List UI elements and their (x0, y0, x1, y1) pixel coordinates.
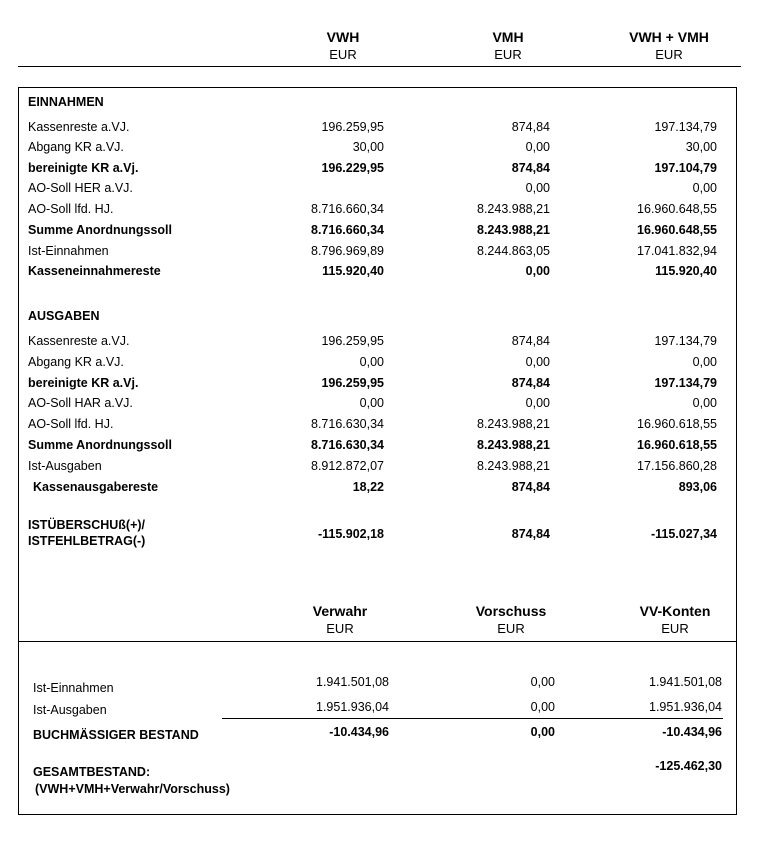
vorschuss-value: 0,00 (530, 700, 555, 714)
row-label: Kasseneinnahmereste (28, 264, 161, 278)
vwh-value: 115.920,40 (322, 264, 384, 278)
vmh-value: 0,00 (525, 396, 550, 410)
header-vorschuss-currency: EUR (497, 621, 525, 636)
row-label: AO-Soll HAR a.VJ. (28, 396, 133, 410)
sum-value: 893,06 (678, 480, 717, 494)
header-sum-currency: EUR (655, 47, 683, 62)
sum-value: 0,00 (692, 355, 717, 369)
header-vv-konten-title: VV-Konten (639, 603, 711, 619)
sum-value: 30,00 (685, 140, 717, 154)
row-label: Ist-Ausgaben (33, 703, 107, 717)
vv-value: -10.434,96 (662, 725, 722, 739)
verwahr-value: 1.951.936,04 (316, 700, 389, 714)
verwahr-value: 1.941.501,08 (316, 675, 389, 689)
sum-value: 197.134,79 (654, 120, 717, 134)
row-label: Kassenreste a.VJ. (28, 120, 130, 134)
vwh-value: 196.259,95 (321, 376, 384, 390)
vv-value: 1.941.501,08 (649, 675, 722, 689)
vmh-value: 8.243.988,21 (477, 223, 550, 237)
einnahmen-heading: EINNAHMEN (28, 95, 104, 109)
header-verwahr-title: Verwahr (312, 603, 368, 619)
buchmaessig-label: BUCHMÄSSIGER BESTAND (33, 728, 199, 742)
header-vv-konten-currency: EUR (661, 621, 689, 636)
gesamtbestand-label-2: (VWH+VMH+Verwahr/Vorschuss) (35, 782, 230, 796)
sum-value: 0,00 (692, 181, 717, 195)
vmh-value: 8.243.988,21 (477, 438, 550, 452)
vwh-value: 0,00 (359, 396, 384, 410)
sum-value: 0,00 (692, 396, 717, 410)
vmh-value: 874,84 (511, 480, 550, 494)
vwh-value: 196.259,95 (321, 334, 384, 348)
sum-value: 197.104,79 (654, 161, 717, 175)
row-label: Ist-Einnahmen (28, 244, 109, 258)
ausgaben-heading: AUSGABEN (28, 309, 100, 323)
vwh-value: 8.912.872,07 (311, 459, 384, 473)
vmh-value: 874,84 (511, 527, 550, 541)
row-label: Summe Anordnungssoll (28, 223, 172, 237)
vmh-value: 8.244.863,05 (477, 244, 550, 258)
vwh-value: 8.716.660,34 (311, 223, 384, 237)
sum-value: 16.960.618,55 (637, 438, 717, 452)
header-vwh-title: VWH (326, 29, 360, 45)
row-label: Ist-Einnahmen (33, 681, 114, 695)
vmh-value: 0,00 (525, 140, 550, 154)
vorschuss-value: 0,00 (530, 675, 555, 689)
sum-value: 115.920,40 (655, 264, 717, 278)
vmh-value: 8.243.988,21 (477, 417, 550, 431)
row-label: Abgang KR a.VJ. (28, 355, 124, 369)
vmh-value: 874,84 (511, 376, 550, 390)
vmh-value: 874,84 (511, 334, 550, 348)
vmh-value: 874,84 (511, 161, 550, 175)
ist-ueberschuss-label-1: ISTÜBERSCHUß(+)/ (28, 518, 146, 532)
header-vmh-title: VMH (492, 29, 524, 45)
sum-value: 16.960.618,55 (637, 417, 717, 431)
row-label: Abgang KR a.VJ. (28, 140, 124, 154)
verwahr-value: -10.434,96 (329, 725, 389, 739)
vwh-value: 0,00 (359, 355, 384, 369)
second-header-rule (18, 641, 737, 642)
row-label: AO-Soll HER a.VJ. (28, 181, 133, 195)
row-label: Kassenausgabereste (33, 480, 159, 494)
vmh-value: 874,84 (511, 120, 550, 134)
sum-value: 17.041.832,94 (637, 244, 717, 258)
header-vwh-currency: EUR (329, 47, 357, 62)
vorschuss-value: 0,00 (530, 725, 555, 739)
header-vmh-currency: EUR (494, 47, 522, 62)
row-label: Kassenreste a.VJ. (28, 334, 130, 348)
vwh-value: 8.716.660,34 (311, 202, 384, 216)
vwh-value: -115.902,18 (317, 527, 384, 541)
vmh-value: 8.243.988,21 (477, 459, 550, 473)
sum-value: 17.156.860,28 (637, 459, 717, 473)
vmh-value: 0,00 (525, 264, 550, 278)
vmh-value: 8.243.988,21 (477, 202, 550, 216)
sum-value: 197.134,79 (654, 376, 717, 390)
header-verwahr-currency: EUR (326, 621, 354, 636)
row-label: bereinigte KR a.Vj. (28, 376, 139, 390)
sum-value: 197.134,79 (654, 334, 717, 348)
sum-value: 16.960.648,55 (637, 223, 717, 237)
sum-value: 16.960.648,55 (637, 202, 717, 216)
vwh-value: 8.716.630,34 (311, 417, 384, 431)
vwh-value: 196.229,95 (321, 161, 384, 175)
vwh-value: 18,22 (352, 480, 384, 494)
vwh-value: 8.796.969,89 (311, 244, 384, 258)
row-label: bereinigte KR a.Vj. (28, 161, 139, 175)
header-sum-title: VWH + VMH (629, 29, 709, 45)
vwh-value: 196.259,95 (321, 120, 384, 134)
ist-ueberschuss-label-2: ISTFEHLBETRAG(-) (28, 534, 146, 548)
header-rule (18, 66, 741, 67)
row-label: AO-Soll lfd. HJ. (28, 202, 114, 216)
vv-value: 1.951.936,04 (649, 700, 722, 714)
sum-rule (222, 718, 723, 719)
vmh-value: 0,00 (525, 181, 550, 195)
vwh-value: 30,00 (352, 140, 384, 154)
gesamtbestand-label-1: GESAMTBESTAND: (33, 765, 151, 779)
row-label: Summe Anordnungssoll (28, 438, 172, 452)
sum-value: -115.027,34 (650, 527, 717, 541)
vmh-value: 0,00 (525, 355, 550, 369)
gesamtbestand-value: -125.462,30 (655, 759, 722, 773)
header-vorschuss-title: Vorschuss (475, 603, 547, 619)
vwh-value: 8.716.630,34 (311, 438, 384, 452)
row-label: Ist-Ausgaben (28, 459, 102, 473)
row-label: AO-Soll lfd. HJ. (28, 417, 114, 431)
